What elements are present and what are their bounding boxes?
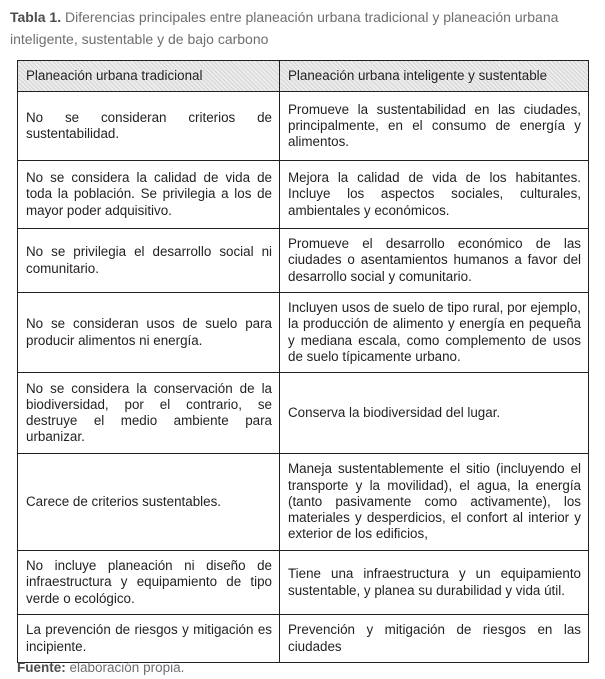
source-label: Fuente:: [17, 660, 66, 675]
caption-label: Tabla 1.: [10, 9, 62, 25]
table-row: [18, 161, 589, 229]
table-cell: Carece de criterios sustentables.: [18, 454, 280, 551]
table-caption: [10, 6, 590, 50]
source-text: elaboración propia.: [69, 660, 185, 675]
table-row: [18, 551, 589, 615]
table-cell: Mejora la calidad de vida de los habitantes. Incluye los aspectos sociales, culturales, ambientales y económicos.: [280, 161, 589, 229]
table-cell: Tiene una infraestructura y un equipamiento sustentable, y planea su durabilidad y vida útil.: [280, 551, 589, 615]
table-cell: No incluye planeación ni diseño de infraestructura y equipamiento de tipo verde o ecológico.: [18, 551, 280, 615]
table-cell: No se consideran usos de suelo para producir alimentos ni energía.: [18, 293, 280, 373]
caption-text: Diferencias principales entre planeación urbana tradicional y planeación urbana inteligente, sustentable y de bajo carbono: [10, 9, 559, 47]
table-row: [18, 92, 589, 161]
table-cell: Promueve la sustentabilidad en las ciudades, principalmente, en el consumo de energía y alimentos.: [280, 92, 589, 161]
header-smart-sustainable: Planeación urbana inteligente y sustentable: [280, 61, 589, 92]
table-cell: Incluyen usos de suelo de tipo rural, por ejemplo, la producción de alimento y energía en pequeña y mediana escala, como complemento de usos de suelo típicamente urbano.: [280, 293, 589, 373]
table-cell: No se considera la conservación de la biodiversidad, por el contrario, se destruye el medio ambiente para urbanizar.: [18, 373, 280, 454]
table-cell: No se considera la calidad de vida de toda la población. Se privilegia a los de mayor poder adquisitivo.: [18, 161, 280, 229]
header-traditional: Planeación urbana tradicional: [18, 61, 280, 92]
table-cell: La prevención de riesgos y mitigación es incipiente.: [18, 615, 280, 663]
table-row: [18, 615, 589, 663]
table-row: [18, 373, 589, 454]
table-cell: No se consideran criterios de sustentabilidad.: [18, 92, 280, 161]
table-cell: Conserva la biodiversidad del lugar.: [280, 373, 589, 454]
table-row: [18, 454, 589, 551]
table-cell: Promueve el desarrollo económico de las ciudades o asentamientos humanos a favor del desarrollo social y comunitario.: [280, 229, 589, 293]
table-row: [18, 229, 589, 293]
table-cell: Maneja sustentablemente el sitio (incluyendo el transporte y la movilidad), el agua, la energía (tanto pasivamente como activamente), los materiales y desperdicios, el confort al interior y exterior de los edificios,: [280, 454, 589, 551]
table-header-row: [18, 61, 589, 92]
table-cell: No se privilegia el desarrollo social ni comunitario.: [18, 229, 280, 293]
table-row: [18, 293, 589, 373]
source-note: [17, 660, 184, 676]
comparison-table: [17, 60, 589, 663]
table-cell: Prevención y mitigación de riesgos en las ciudades: [280, 615, 589, 663]
